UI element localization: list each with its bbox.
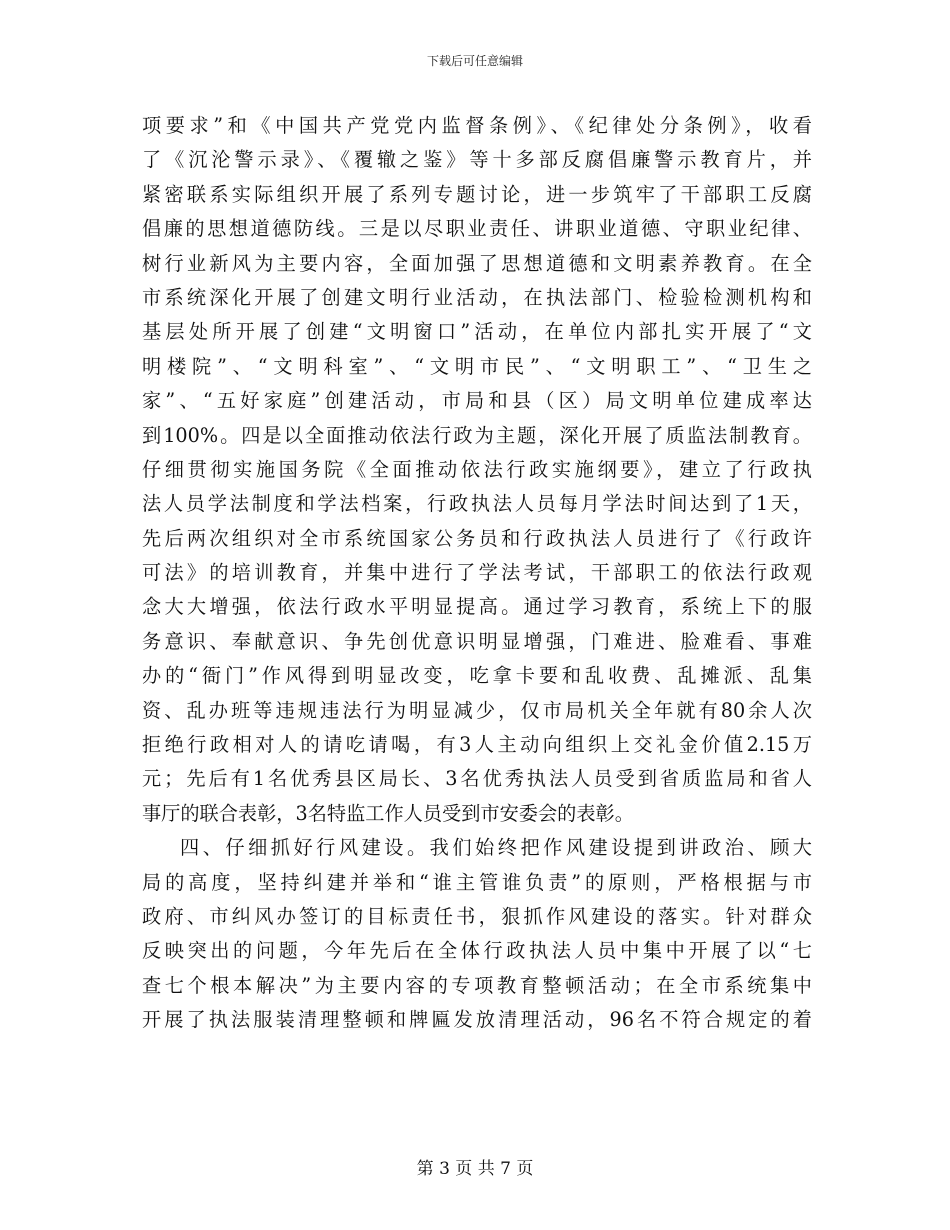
paragraph-line: 念大大增强，依法行政水平明显提高。通过学习教育，系统上下的服: [142, 595, 812, 619]
paragraph-line: 四、仔细抓好行风建设。我们始终把作风建设提到讲政治、顾大: [180, 836, 812, 860]
paragraph-line: 可法》的培训教育，并集中进行了学法考试，干部职工的依法行政观: [142, 561, 812, 585]
paragraph-line: 反映突出的问题，今年先后在全体行政执法人员中集中开展了以“七: [142, 939, 812, 963]
page-number-footer: 第 3 页 共 7 页: [416, 1159, 534, 1179]
document-body: [142, 109, 812, 1038]
paragraph-line: 倡廉的思想道德防线。三是以尽职业责任、讲职业道德、守职业纪律、: [142, 217, 812, 241]
paragraph-line: 到100%。四是以全面推动依法行政为主题，深化开展了质监法制教育。: [142, 423, 812, 447]
paragraph-line: 树行业新风为主要内容，全面加强了思想道德和文明素养教育。在全: [142, 251, 812, 275]
paragraph-line: 政府、市纠风办签订的目标责任书，狠抓作风建设的落实。针对群众: [142, 904, 812, 928]
paragraph-line: 项要求”和《中国共产党党内监督条例》、《纪律处分条例》，收看: [142, 114, 812, 137]
paragraph-line: 办的“衙门”作风得到明显改变，吃拿卡要和乱收费、乱摊派、乱集: [142, 664, 812, 688]
paragraph-line: 查七个根本解决”为主要内容的专项教育整顿活动；在全市系统集中: [142, 973, 812, 997]
page-header-note: 下载后可任意编辑: [426, 54, 523, 68]
paragraph-line: 紧密联系实际组织开展了系列专题讨论，进一步筑牢了干部职工反腐: [142, 182, 812, 206]
paragraph-line: 资、乱办班等违规违法行为明显减少，仅市局机关全年就有80余人次: [142, 698, 812, 722]
paragraph-line: 家”、“五好家庭”创建活动，市局和县（区）局文明单位建成率达: [142, 389, 812, 413]
paragraph-line: 仔细贯彻实施国务院《全面推动依法行政实施纲要》，建立了行政执: [142, 457, 812, 481]
paragraph-line: 开展了执法服装清理整顿和牌匾发放清理活动，96名不符合规定的着: [142, 1008, 812, 1032]
paragraph-line: 事厅的联合表彰，3名特监工作人员受到市安委会的表彰。: [142, 801, 634, 825]
paragraph-line: 务意识、奉献意识、争先创优意识明显增强，门难进、脸难看、事难: [142, 629, 812, 653]
paragraph-line: 了《沉沦警示录》、《覆辙之鉴》等十多部反腐倡廉警示教育片，并: [142, 148, 812, 172]
paragraph-line: 基层处所开展了创建“文明窗口”活动，在单位内部扎实开展了“文: [142, 320, 812, 344]
paragraph-line: 元；先后有1名优秀县区局长、3名优秀执法人员受到省质监局和省人: [142, 767, 812, 791]
paragraph-line: 明楼院”、“文明科室”、“文明市民”、“文明职工”、“卫生之: [142, 354, 812, 378]
paragraph-line: 市系统深化开展了创建文明行业活动，在执法部门、检验检测机构和: [142, 285, 812, 309]
paragraph-line: 拒绝行政相对人的请吃请喝，有3人主动向组织上交礼金价值2.15万: [142, 733, 812, 757]
paragraph-line: 法人员学法制度和学法档案，行政执法人员每月学法时间达到了1天，: [142, 492, 812, 516]
paragraph-line: 先后两次组织对全市系统国家公务员和行政执法人员进行了《行政许: [142, 526, 812, 550]
paragraph-line: 局的高度，坚持纠建并举和“谁主管谁负责”的原则，严格根据与市: [142, 870, 812, 894]
